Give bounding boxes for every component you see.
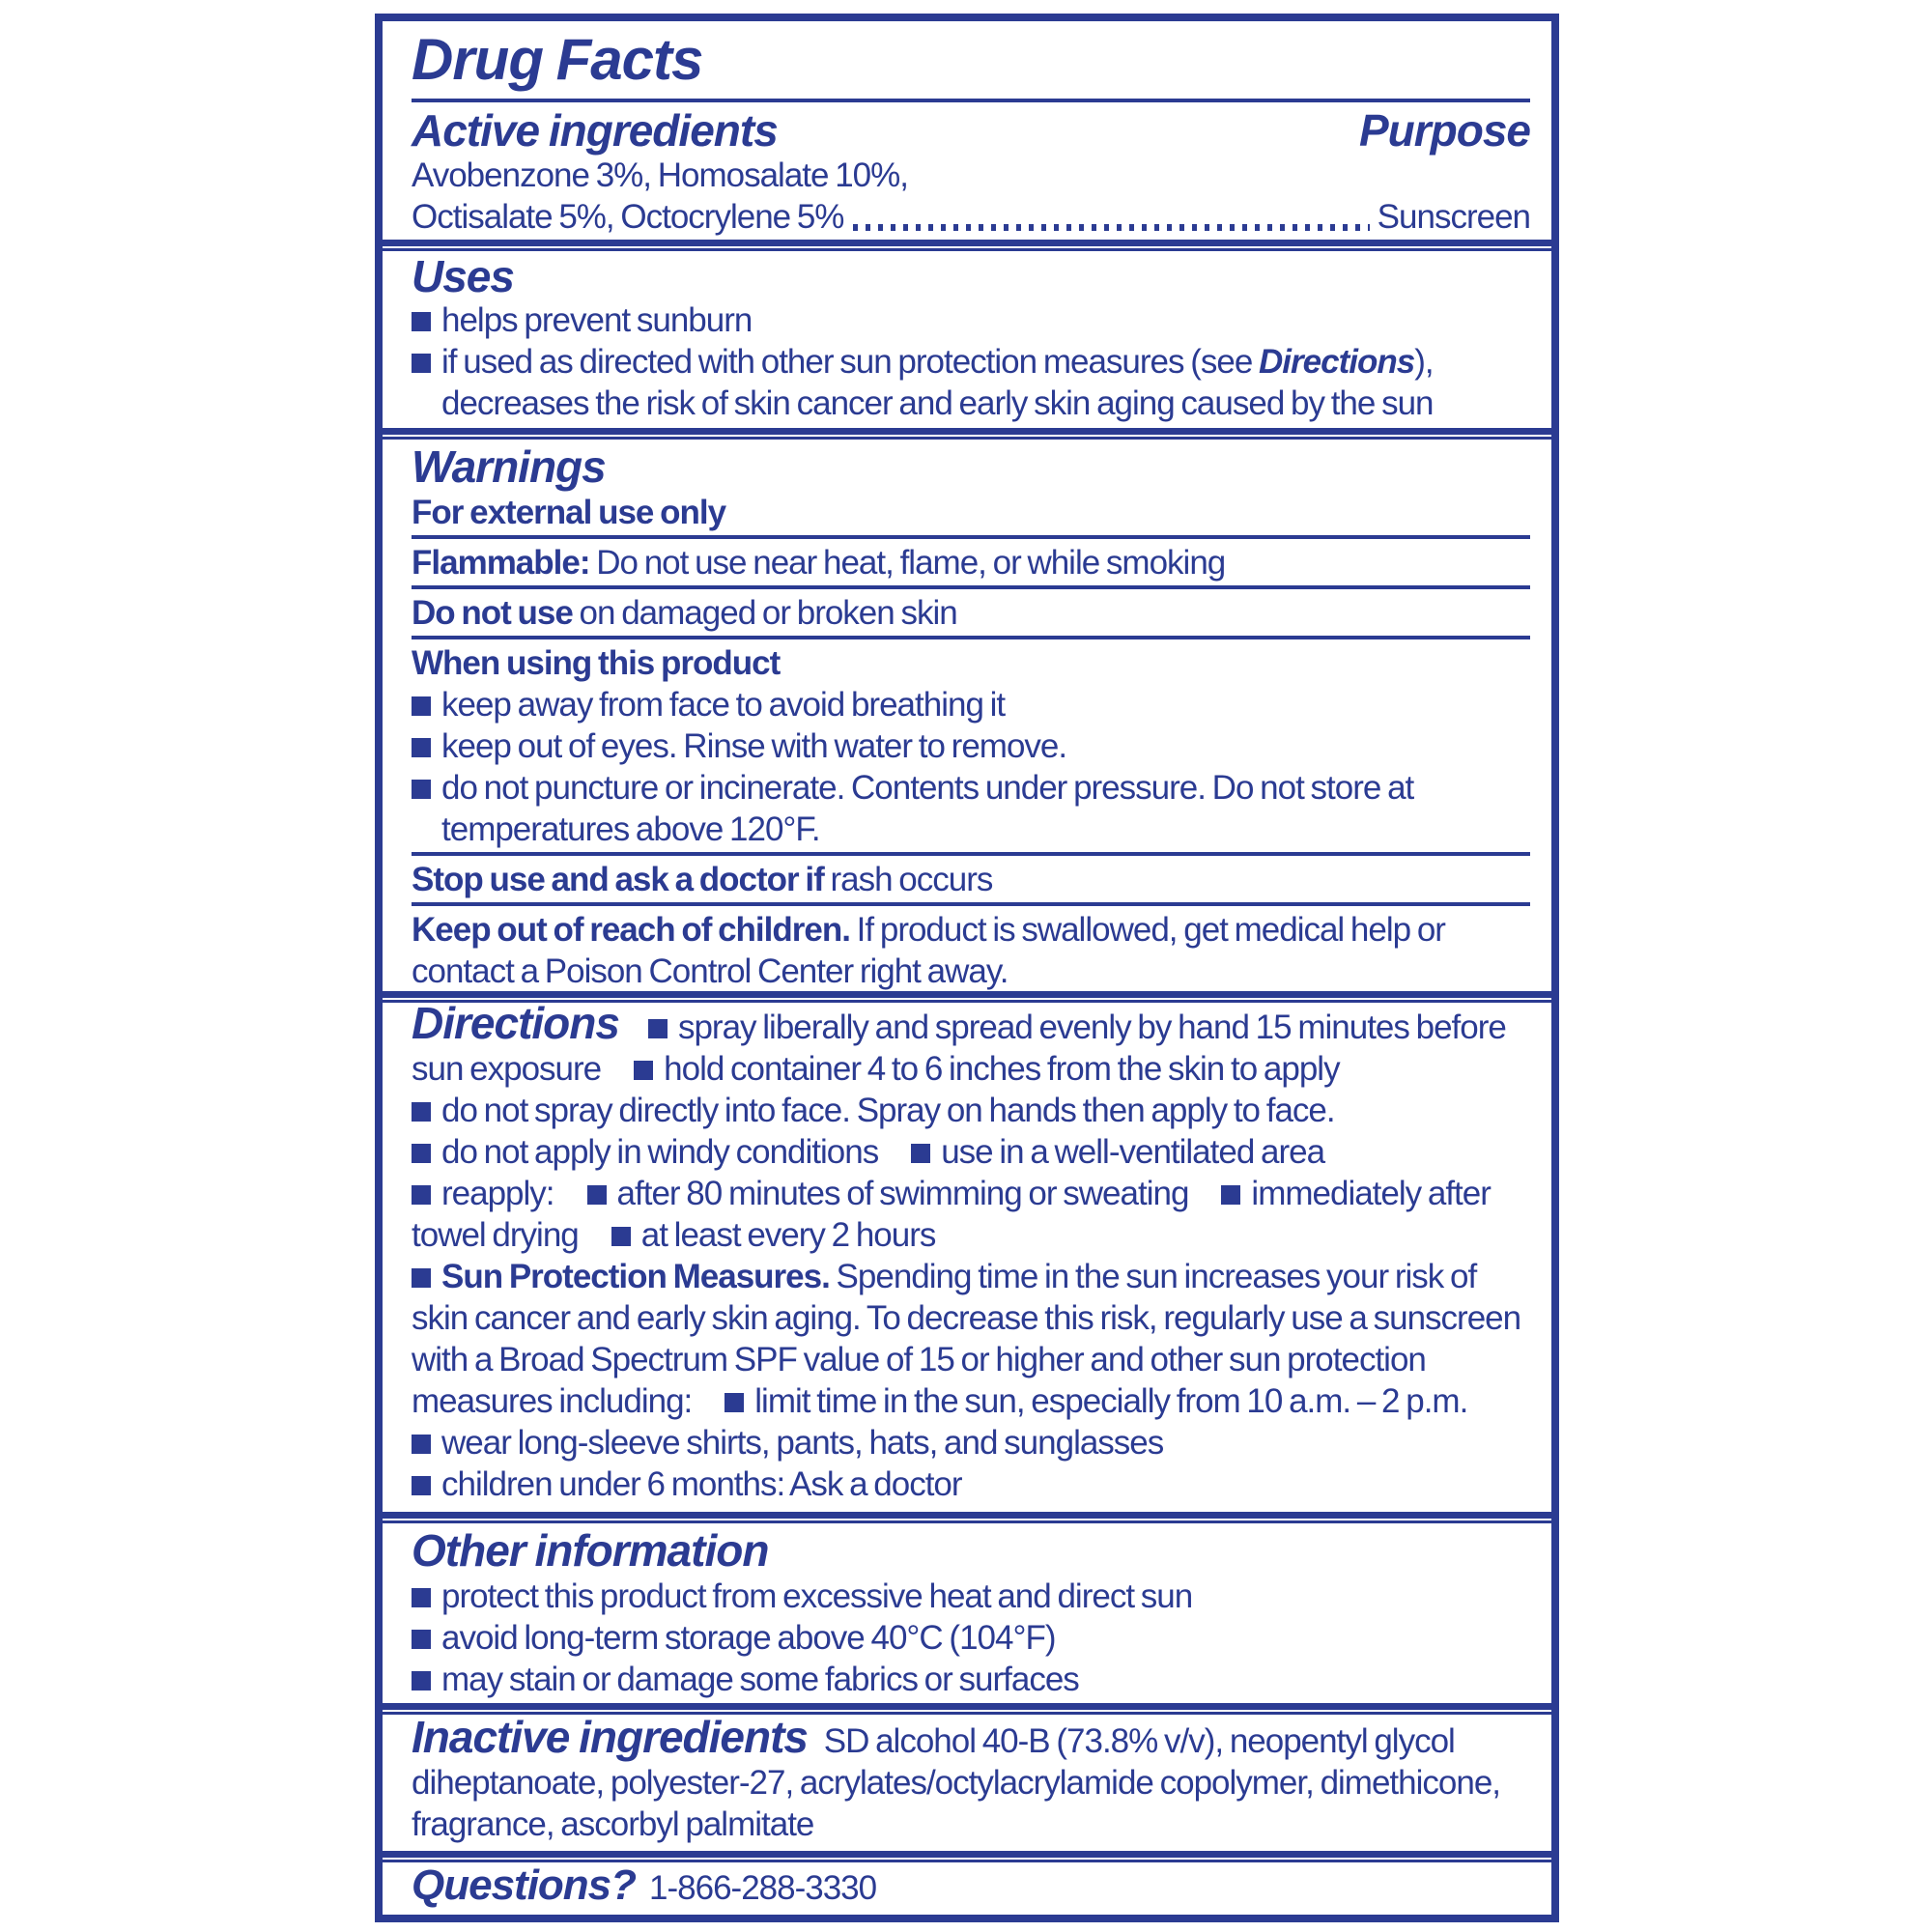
purpose-value: Sunscreen [1377,198,1530,236]
bullet-square-icon [412,1144,431,1163]
sun-protection-paragraph [412,1256,1530,1422]
stop-use-line [412,859,1530,900]
bullet-square-icon [412,1476,431,1495]
section-inactive-ingredients [383,1715,1551,1851]
other-info-bullet-1 [412,1576,1530,1617]
horizontal-rule [412,535,1530,539]
section-divider [383,240,1551,251]
bullet-square-icon [412,354,431,373]
other-info-bullet-2 [412,1617,1530,1659]
section-divider [383,1851,1551,1862]
section-divider [383,991,1551,1003]
bullet-square-icon [724,1393,744,1412]
bullet-square-icon [412,1630,431,1649]
section-active-ingredients [383,21,1551,240]
directions-bullet-3 [412,1090,1530,1131]
external-use-subheading: For external use only [412,494,726,531]
questions-heading: Questions? [412,1862,637,1909]
directions-bullet-2-text: hold container 4 to 6 inches from the skin to apply [664,1050,1340,1088]
horizontal-rule [412,902,1530,906]
bullet-square-icon [412,1102,431,1122]
horizontal-rule [412,636,1530,639]
section-divider [383,428,1551,440]
bullet-square-icon [412,1268,431,1288]
bullet-square-icon [412,312,431,331]
keep-out-label: Keep out of reach of children. [412,911,850,949]
bullet-square-icon [412,780,431,799]
directions-bullet-6-text: reapply: [441,1175,554,1212]
bullet-square-icon [911,1144,930,1163]
do-not-use-line [412,592,1530,634]
directions-bullet-1-text: spray liberally and spread evenly by hand 15 minutes before sun exposure [412,1009,1506,1088]
dotted-leader [853,224,1369,231]
horizontal-rule [412,852,1530,856]
other-info-bullet-2-text: avoid long-term storage above 40°C (104°F) [441,1619,1056,1657]
directions-bullet-11 [412,1422,1530,1463]
do-not-use-text: on damaged or broken skin [572,594,957,632]
directions-bullet-12 [412,1463,1530,1505]
directions-paragraph-1 [412,1003,1530,1090]
bullet-square-icon [412,1435,431,1454]
flammable-label: Flammable: [412,544,590,582]
bullet-square-icon [412,738,431,757]
section-warnings [383,440,1551,991]
directions-bullet-10-text: limit time in the sun, especially from 10 a.m. – 2 p.m. [754,1382,1468,1420]
directions-bullet-12-text: children under 6 months: Ask a doctor [441,1465,962,1503]
drug-facts-title: Drug Facts [412,27,703,92]
other-info-bullet-3 [412,1659,1530,1700]
active-ingredients-heading: Active ingredients [412,105,778,156]
warnings-bullet-3 [412,767,1530,850]
active-purpose-header-row [412,106,1530,155]
bullet-square-icon [412,1185,431,1205]
directions-bullet-9-text: at least every 2 hours [640,1216,936,1254]
directions-bullet-3-text: do not spray directly into face. Spray on hands then apply to face. [441,1092,1335,1129]
section-divider [383,1703,1551,1715]
uses-bullet-2-text-pre: if used as directed with other sun protection measures (see [441,343,1260,381]
directions-heading: Directions [412,1003,619,1048]
directions-bullet-5-text: use in a well-ventilated area [941,1133,1325,1171]
bullet-square-icon [412,1671,431,1690]
uses-heading: Uses [412,251,514,301]
directions-bullet-4-text: do not apply in windy conditions [441,1133,879,1171]
warnings-bullet-3-text: do not puncture or incinerate. Contents under pressure. Do not store at temperatures above 120°F. [441,769,1414,848]
bullet-square-icon [587,1185,607,1205]
directions-reapply-paragraph [412,1173,1530,1256]
bullet-square-icon [611,1227,631,1246]
warnings-bullet-1-text: keep away from face to avoid breathing it [441,686,1006,724]
drug-facts-label [375,14,1559,1922]
keep-out-of-reach-line [412,909,1530,991]
section-directions [383,1003,1551,1512]
purpose-heading: Purpose [1358,105,1530,156]
uses-bullet-1-text: helps prevent sunburn [441,301,753,339]
title-rule [412,99,1530,102]
horizontal-rule [412,585,1530,589]
directions-bullet-4-5 [412,1131,1530,1173]
stop-use-label: Stop use and ask a doctor if [412,861,824,898]
uses-bullet-2 [412,341,1530,424]
directions-bullet-11-text: wear long-sleeve shirts, pants, hats, and sunglasses [441,1424,1164,1462]
uses-bullet-1 [412,299,1530,341]
bullet-square-icon [412,696,431,716]
questions-phone-number: 1-866-288-3330 [649,1869,877,1907]
active-ingredients-line1: Avobenzone 3%, Homosalate 10%, [412,156,908,194]
section-questions [383,1862,1551,1915]
sun-protection-label: Sun Protection Measures. [441,1258,830,1295]
section-divider [383,1512,1551,1523]
inactive-ingredients-text: SD alcohol 40-B (73.8% v/v), neopentyl glycol diheptanoate, polyester-27, acrylates/octylacrylamide copolymer, dimethicone, fragrance, ascorbyl palmitate [412,1722,1501,1843]
warnings-bullet-2-text: keep out of eyes. Rinse with water to remove. [441,727,1067,765]
section-uses [383,251,1551,428]
other-information-heading: Other information [412,1525,769,1576]
bullet-square-icon [1221,1185,1240,1205]
do-not-use-label: Do not use [412,594,573,632]
warnings-bullet-2 [412,725,1530,767]
bullet-square-icon [634,1061,653,1080]
flammable-line [412,542,1530,583]
stop-use-text: rash occurs [823,861,993,898]
inactive-ingredients-paragraph [412,1717,1530,1845]
uses-bullet-2-text-post: ), decreases the risk of skin cancer and early skin aging caused by the sun [441,343,1434,422]
sun-protection-text: Spending time in the sun increases your risk of skin cancer and early skin aging. To decrease this risk, regularly use a sunscreen with a Broad Spectrum SPF value of 15 or higher and other sun protection measures including: [412,1258,1521,1420]
other-info-bullet-1-text: protect this product from excessive heat and direct sun [441,1577,1193,1615]
keep-out-text: If product is swallowed, get medical help or contact a Poison Control Center right away. [412,911,1445,990]
inactive-ingredients-heading: Inactive ingredients [412,1715,809,1762]
bullet-square-icon [648,1019,668,1038]
when-using-subheading: When using this product [412,644,781,682]
uses-bullet-2-directions-ref: Directions [1259,343,1415,381]
directions-bullet-7-text: after 80 minutes of swimming or sweating [616,1175,1189,1212]
directions-bullet-8-text: immediately after towel drying [412,1175,1491,1254]
other-info-bullet-3-text: may stain or damage some fabrics or surfaces [441,1661,1079,1698]
warnings-bullet-1 [412,684,1530,725]
flammable-text: Do not use near heat, flame, or while smoking [589,544,1226,582]
bullet-square-icon [412,1588,431,1607]
warnings-heading: Warnings [412,441,606,492]
active-ingredients-line2-row [412,196,1530,238]
section-other-information [383,1523,1551,1703]
active-ingredients-line2: Octisalate 5%, Octocrylene 5% [412,198,844,236]
